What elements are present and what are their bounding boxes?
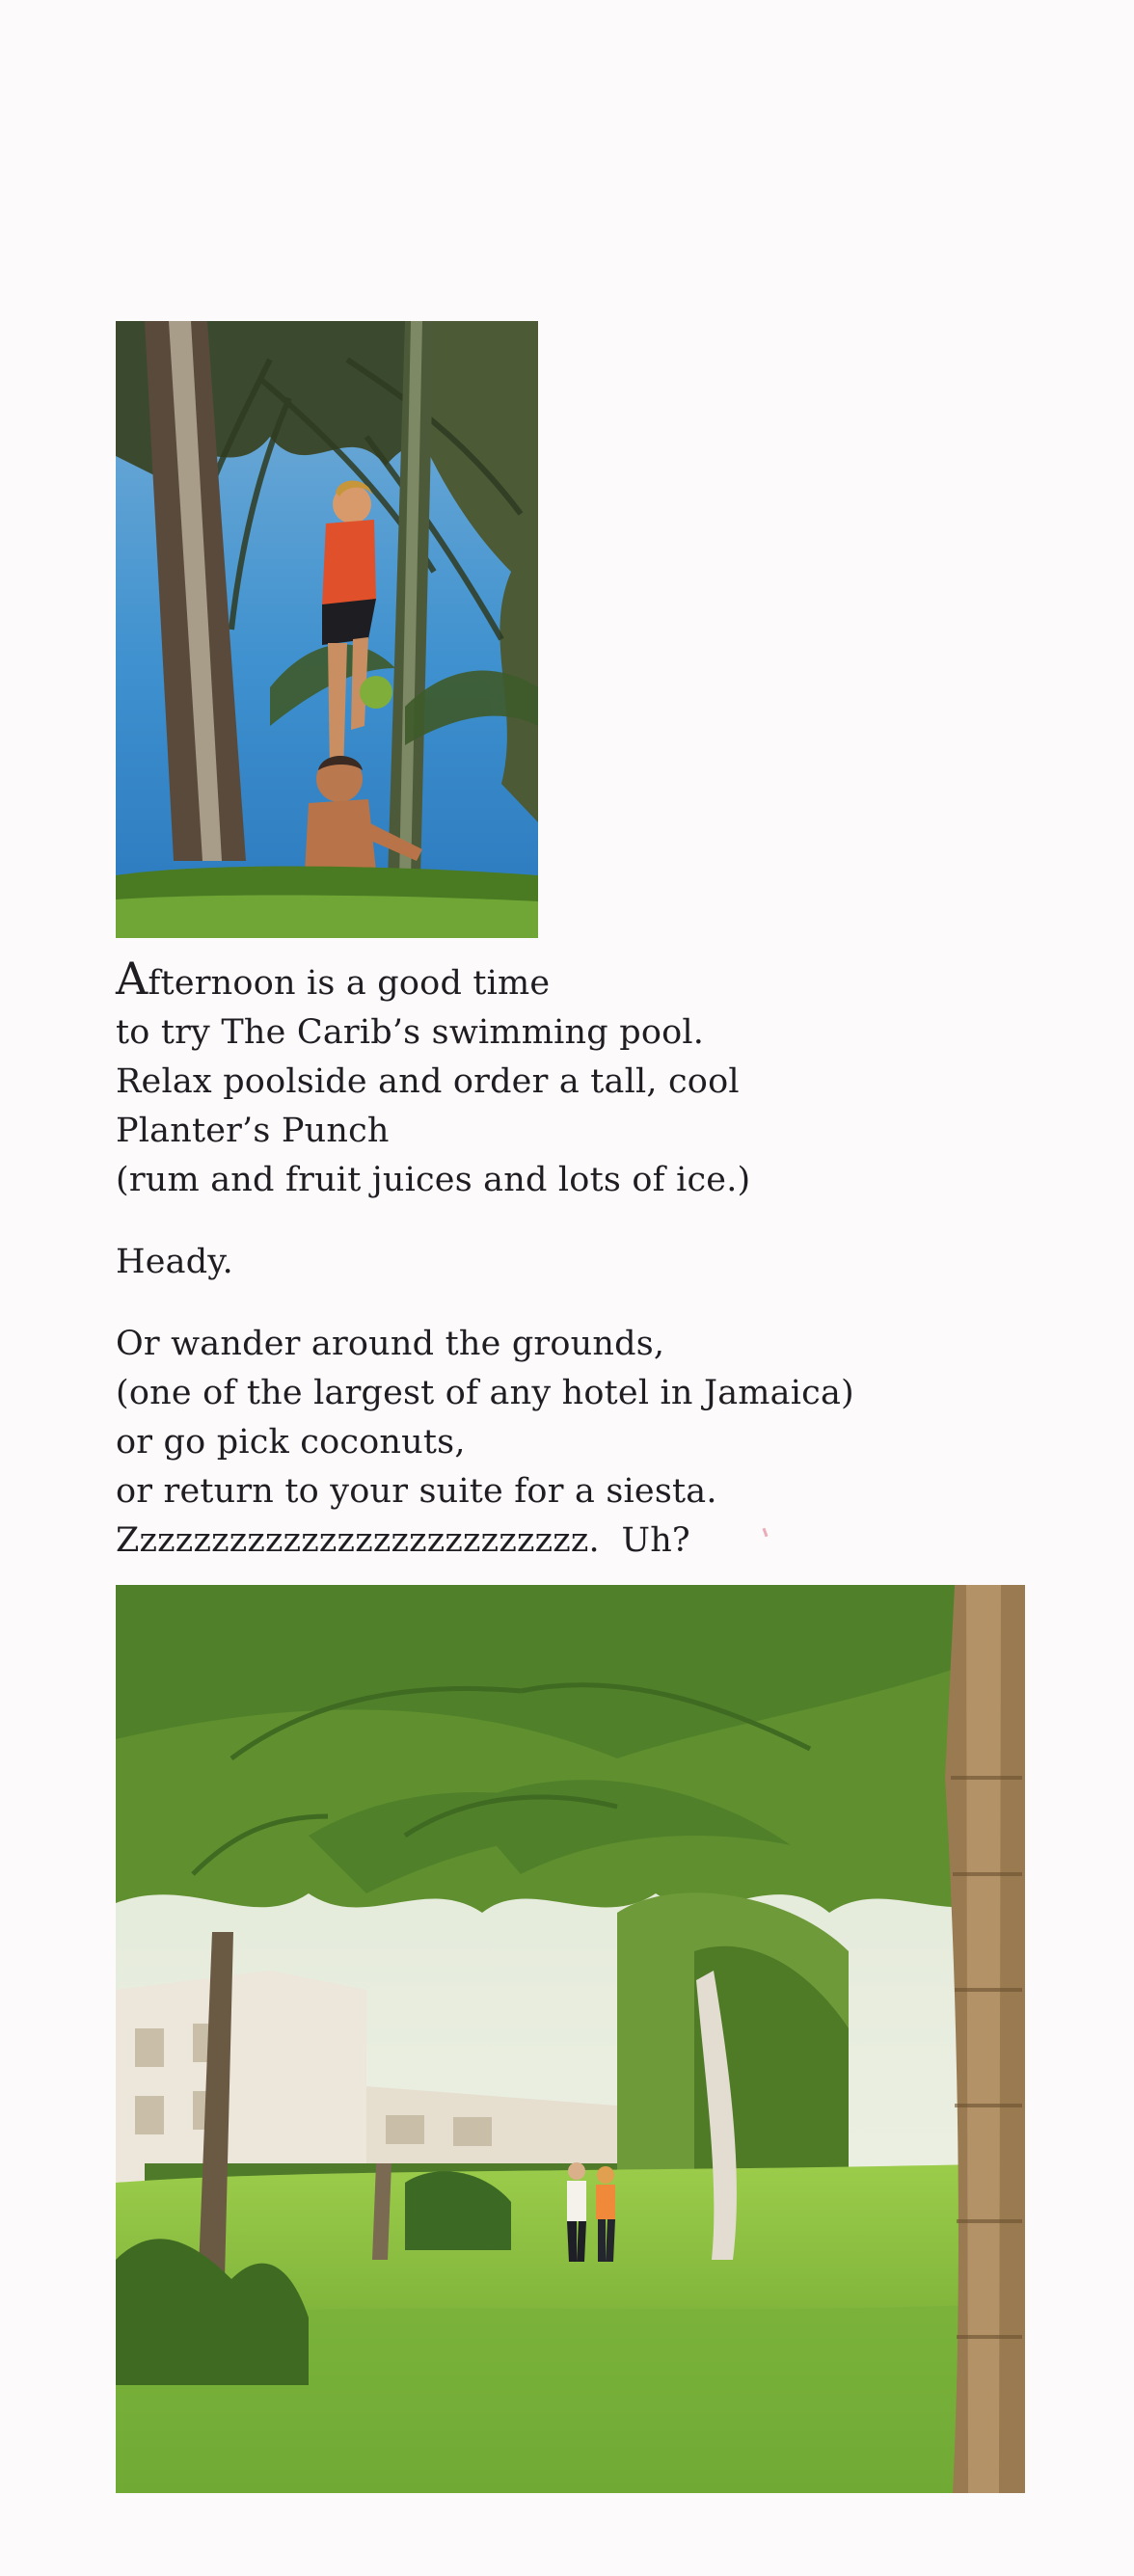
drop-cap-letter: A bbox=[116, 953, 148, 1005]
text-line: Zzzzzzzzzzzzzzzzzzzzzzzzzz. Uh? bbox=[116, 1521, 690, 1560]
text-line: (one of the largest of any hotel in Jamaica) bbox=[116, 1374, 854, 1412]
body-text bbox=[116, 954, 1022, 1566]
text-line: or go pick coconuts, bbox=[116, 1423, 466, 1462]
text-line bbox=[116, 954, 1022, 1008]
text-line: to try The Carib’s swimming pool. bbox=[116, 1013, 705, 1052]
paragraph-wander bbox=[116, 1320, 1022, 1566]
photo-coconut-picking bbox=[116, 321, 538, 938]
text-line: (rum and fruit juices and lots of ice.) bbox=[116, 1161, 751, 1199]
paragraph-heady bbox=[116, 1238, 1022, 1287]
paragraph-afternoon bbox=[116, 954, 1022, 1205]
text-line-rest: fternoon is a good time bbox=[148, 964, 551, 1003]
text-line: Or wander around the grounds, bbox=[116, 1325, 665, 1363]
photo-hotel-grounds bbox=[116, 1585, 1025, 2493]
text-line: Heady. bbox=[116, 1243, 233, 1281]
text-line: Planter’s Punch bbox=[116, 1112, 390, 1150]
text-line: or return to your suite for a siesta. bbox=[116, 1472, 717, 1511]
text-line: Relax poolside and order a tall, cool bbox=[116, 1062, 740, 1101]
